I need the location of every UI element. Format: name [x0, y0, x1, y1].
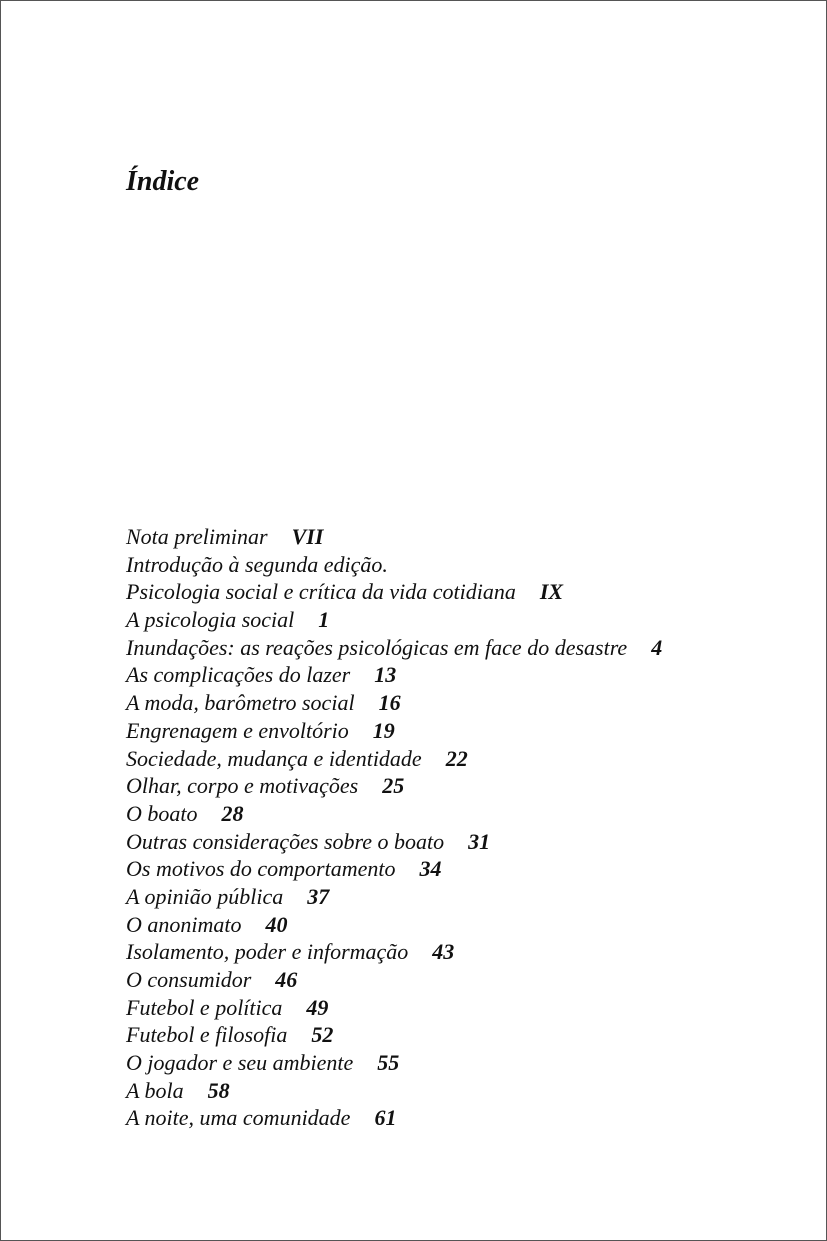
toc-entry-title: A psicologia social — [126, 607, 295, 633]
toc-entry — [126, 855, 662, 883]
toc-entry-title: Psicologia social e crítica da vida cotidiana — [126, 579, 516, 605]
toc-entry-title: A bola — [126, 1077, 184, 1103]
toc-entry-page: 22 — [445, 745, 468, 771]
toc-entry-title: O boato — [126, 800, 198, 826]
toc-entry-page: 40 — [265, 911, 288, 937]
toc-entry-page: 52 — [311, 1022, 334, 1048]
toc-entry-title: Os motivos do comportamento — [126, 856, 396, 882]
toc-entry-title: Futebol e política — [126, 994, 283, 1020]
toc-entry — [126, 523, 662, 551]
toc-entry — [126, 772, 662, 800]
toc-entry — [126, 1077, 662, 1105]
toc-entry-page: 37 — [307, 883, 330, 909]
toc-entry — [126, 661, 662, 689]
toc-entry-title: Sociedade, mudança e identidade — [126, 745, 422, 771]
toc-entry — [126, 883, 662, 911]
toc-entry-page: 34 — [419, 856, 442, 882]
toc-entry — [126, 966, 662, 994]
toc-entry — [126, 828, 662, 856]
toc-entry — [126, 689, 662, 717]
table-of-contents — [126, 523, 662, 1132]
toc-entry-title: Futebol e filosofia — [126, 1022, 288, 1048]
toc-entry — [126, 1049, 662, 1077]
toc-entry — [126, 1104, 662, 1132]
toc-entry — [126, 551, 662, 579]
toc-entry — [126, 634, 662, 662]
toc-entry — [126, 911, 662, 939]
toc-entry-page: 19 — [372, 717, 395, 743]
toc-entry-title: Introdução à segunda edição. — [126, 551, 388, 577]
toc-entry-title: A opinião pública — [126, 883, 284, 909]
toc-entry-page: 1 — [318, 607, 330, 633]
toc-entry-page: 13 — [374, 662, 397, 688]
toc-entry-page: 43 — [432, 939, 455, 965]
toc-entry-page: IX — [539, 579, 564, 605]
toc-entry — [126, 994, 662, 1022]
toc-entry-title: Olhar, corpo e motivações — [126, 773, 359, 799]
page-title: Índice — [126, 166, 200, 197]
toc-entry-page: 58 — [207, 1077, 230, 1103]
toc-entry-title: Nota preliminar — [126, 524, 268, 549]
toc-entry — [126, 606, 662, 634]
toc-entry-title: A moda, barômetro social — [126, 690, 355, 716]
toc-entry-title: Isolamento, poder e informação — [126, 939, 409, 965]
toc-entry — [126, 1021, 662, 1049]
toc-entry-title: Engrenagem e envoltório — [126, 717, 349, 743]
toc-entry-title: O jogador e seu ambiente — [126, 1050, 354, 1076]
toc-entry-title: O anonimato — [126, 911, 242, 937]
toc-entry-page: 61 — [374, 1105, 397, 1131]
toc-entry — [126, 745, 662, 773]
toc-entry-title: Inundações: as reações psicológicas em face do desastre — [126, 634, 628, 660]
toc-entry-title: A noite, uma comunidade — [126, 1105, 351, 1131]
toc-entry — [126, 938, 662, 966]
toc-entry — [126, 800, 662, 828]
toc-entry-page: 49 — [306, 994, 329, 1020]
toc-entry — [126, 717, 662, 745]
toc-entry-title: Outras considerações sobre o boato — [126, 828, 445, 854]
toc-entry-page: 55 — [377, 1050, 400, 1076]
toc-entry-page: 31 — [468, 828, 491, 854]
toc-entry-page: 25 — [382, 773, 405, 799]
toc-entry-page: 28 — [221, 800, 244, 826]
toc-entry-page: 16 — [378, 690, 401, 716]
toc-entry-title: O consumidor — [126, 967, 252, 992]
toc-entry-page: 46 — [275, 967, 298, 992]
toc-entry — [126, 578, 662, 606]
toc-entry-title: As complicações do lazer — [126, 662, 351, 688]
toc-entry-page: 4 — [651, 634, 663, 660]
toc-entry-page: VII — [291, 524, 324, 549]
